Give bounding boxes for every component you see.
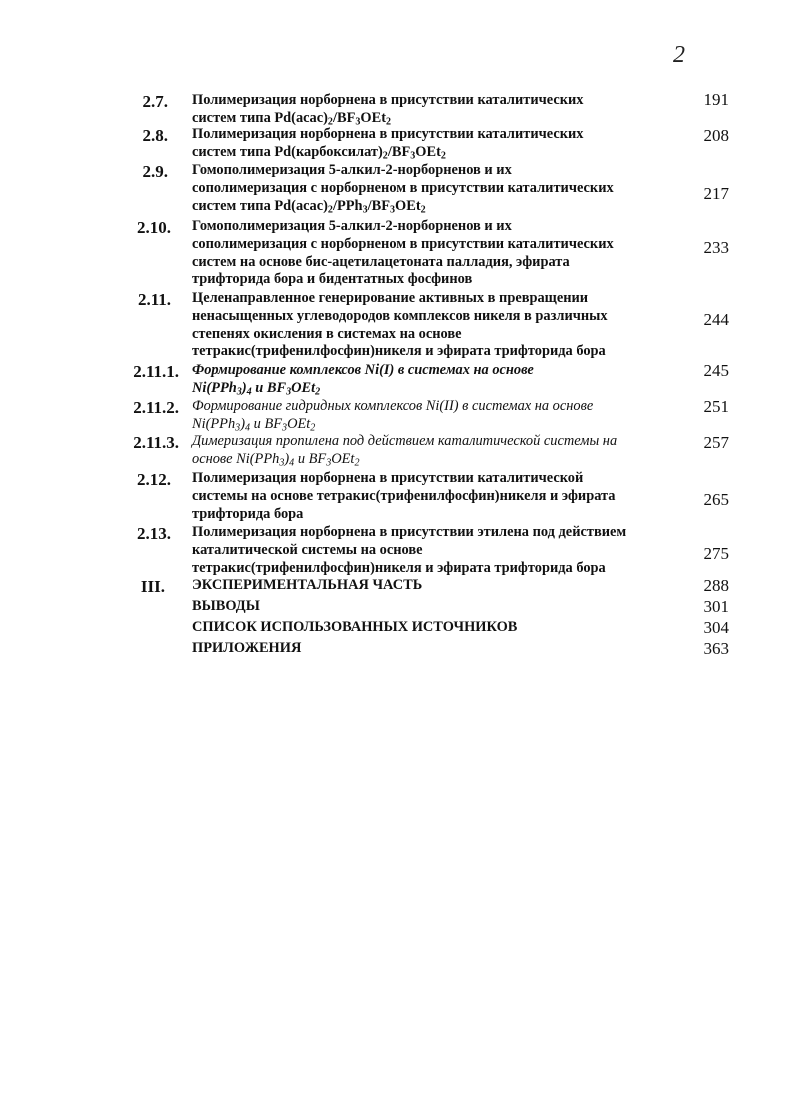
toc-entry-title <box>192 290 682 361</box>
toc-entry-page: 288 <box>703 576 729 595</box>
toc-entry-page: 217 <box>703 184 729 203</box>
toc-entry-page: 363 <box>703 639 729 658</box>
toc-entry-title <box>192 362 682 398</box>
toc-entry-title <box>192 524 682 577</box>
toc-entry-line: Гомополимеризация 5-алкил-2-норборненов и их <box>192 218 512 234</box>
toc-entry-line: ненасыщенных углеводородов комплексов никеля в различных <box>192 307 608 324</box>
toc-entry-line: ВЫВОДЫ <box>192 598 260 614</box>
toc-entry-line: Гомополимеризация 5-алкил-2-норборненов и их <box>192 162 512 178</box>
toc-entry-number: 2.10. <box>137 218 171 237</box>
toc-entry-number: 2.13. <box>137 524 171 543</box>
toc-entry-title <box>192 619 682 637</box>
toc-entry-line: сополимеризация с норборненом в присутствии каталитических <box>192 235 614 252</box>
toc-entry-line: Целенаправленное генерирование активных в превращении <box>192 290 589 306</box>
toc-entry-title <box>192 470 682 523</box>
toc-entry-page: 208 <box>703 126 729 145</box>
toc-entry-title <box>192 218 682 289</box>
page-number-mark: 2 <box>673 42 685 68</box>
toc-entry-page: 304 <box>703 618 729 637</box>
toc-entry-number: 2.9. <box>142 162 168 181</box>
toc-entry-title <box>192 598 682 616</box>
toc-entry-title <box>192 162 682 215</box>
toc-entry-page: 244 <box>703 310 729 329</box>
toc-entry-line: Полимеризация норборнена в присутствии каталитической <box>192 470 584 486</box>
toc-entry-line: системы на основе тетракис(трифенилфосфин)никеля и эфирата <box>192 487 616 504</box>
toc-entry-line: Димеризация пропилена под действием каталитической системы на <box>192 433 618 449</box>
toc-entry-number: 2.11.2. <box>133 398 179 417</box>
toc-entry-line: Формирование комплексов Ni(I) в системах на основе <box>192 362 534 378</box>
toc-entry-line: ЭКСПЕРИМЕНТАЛЬНАЯ ЧАСТЬ <box>192 577 423 593</box>
toc-entry-line: тетракис(трифенилфосфин)никеля и эфирата трифторида бора <box>192 559 606 576</box>
toc-entry-title <box>192 577 682 595</box>
toc-entry-page: 257 <box>703 433 729 452</box>
toc-entry-line: СПИСОК ИСПОЛЬЗОВАННЫХ ИСТОЧНИКОВ <box>192 619 518 635</box>
toc-entry-number: 2.11. <box>137 290 171 309</box>
toc-entry-title <box>192 640 682 658</box>
toc-entry-number: 2.8. <box>142 126 168 145</box>
toc-entry-line: Формирование гидридных комплексов Ni(II) в системах на основе <box>192 398 594 414</box>
toc-entry-page: 191 <box>703 90 729 109</box>
toc-entry-number: 2.7. <box>142 92 168 111</box>
toc-entry-page: 245 <box>703 361 729 380</box>
toc-entry-line: Полимеризация норборнена в присутствии каталитических <box>192 92 584 108</box>
toc-entry-line: систем типа $Pd(карбоксилат)_2/BF_3OEt_2$ <box>192 143 446 162</box>
toc-entry-line: сополимеризация с норборненом в присутствии каталитических <box>192 179 614 196</box>
toc-entry-number: 2.12. <box>137 470 171 489</box>
toc-entry-page: 251 <box>703 397 729 416</box>
toc-entry-number: 2.11.1. <box>133 362 179 381</box>
toc-entry-page: 275 <box>703 544 729 563</box>
toc-entry-number: 2.11.3. <box>133 433 179 452</box>
toc-entry-line: систем типа $Pd(acac)_2/BF_3OEt_2$ <box>192 109 392 128</box>
toc-entry-line: основе $Ni(PPh_3)_4$ и $BF_3OEt_2$ <box>192 450 360 469</box>
toc-entry-line: трифторида бора <box>192 505 304 522</box>
toc-entry-line: тетракис(трифенилфосфин)никеля и эфирата трифторида бора <box>192 343 606 360</box>
toc-entry-line: систем типа $Pd(acac)_2/PPh_3/BF_3OEt_2$ <box>192 197 426 216</box>
toc-entry-page: 301 <box>703 597 729 616</box>
toc-entry-line: степенях окисления в системах на основе <box>192 325 462 342</box>
toc-entry-line: трифторида бора и бидентатных фосфинов <box>192 271 473 288</box>
toc-entry-title <box>192 92 682 128</box>
toc-entry-line: Полимеризация норборнена в присутствии каталитических <box>192 126 584 142</box>
toc-entry-page: 265 <box>703 490 729 509</box>
toc-entry-number: III. <box>140 577 165 596</box>
toc-entry-page: 233 <box>703 238 729 257</box>
toc-entry-line: систем на основе бис-ацетилацетоната палладия, эфирата <box>192 253 570 270</box>
toc-entry-line: ПРИЛОЖЕНИЯ <box>192 640 302 656</box>
toc-entry-title <box>192 398 682 434</box>
toc-entry-line: $Ni(PPh_3)_4$ и $BF_3OEt_2$ <box>192 379 321 398</box>
toc-entry-line: $Ni(PPh_3)_4$ и $BF_3OEt_2$ <box>192 415 316 434</box>
toc-entry-title <box>192 433 682 469</box>
toc-entry-line: каталитической системы на основе <box>192 541 423 558</box>
toc-entry-title <box>192 126 682 162</box>
toc-entry-line: Полимеризация норборнена в присутствии этилена под действием <box>192 524 627 540</box>
